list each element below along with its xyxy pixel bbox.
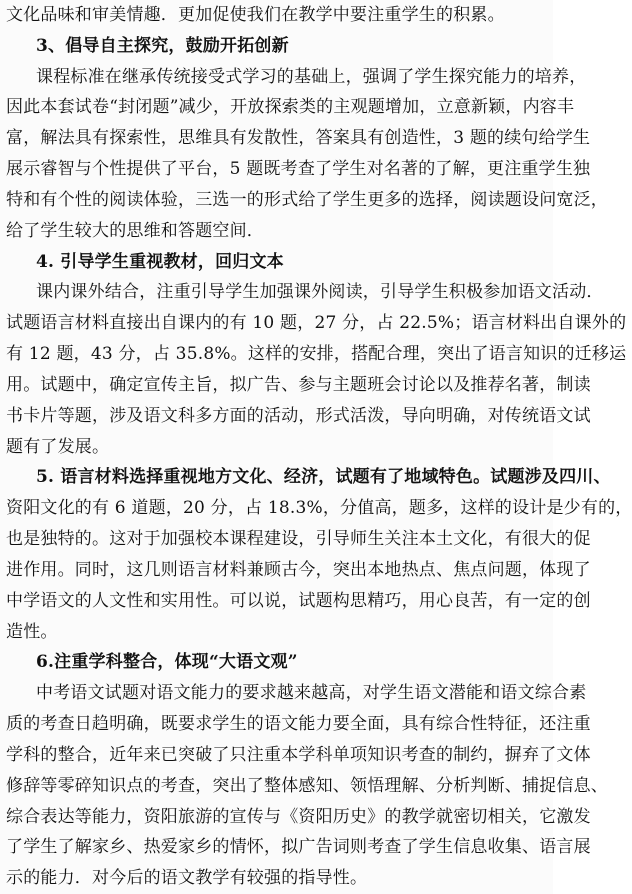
text-line: 了学生了解家乡、热爱家乡的情怀，拟广告词则考查了学生信息收集、语言展	[6, 837, 591, 858]
text-line: 书卡片等题，涉及语文科多方面的活动，形式活泼，导向明确，对传统语文试	[6, 405, 591, 426]
section-heading: 6.注重学科整合，体现“大语文观”	[36, 652, 298, 673]
text-line: 进作用。同时，这几则语言材料兼顾古今，突出本地热点、焦点问题，体现了	[6, 559, 591, 580]
text-line: 资阳文化的有 6 道题，20 分，占 18.3%，分值高，题多，这样的设计是少有的，	[6, 498, 632, 519]
text-line: 富，解法具有探索性，思维具有发散性，答案具有创造性，3 题的续句给学生	[6, 128, 591, 149]
text-line: 展示睿智与个性提供了平台，5 题既考查了学生对名著的了解，更注重学生独	[6, 159, 591, 180]
text-line: 也是独特的。这对于加强校本课程建设，引导师生关注本土文化，有很大的促	[6, 529, 591, 550]
text-line: 修辞等零碎知识点的考查，突出了整体感知、领悟理解、分析判断、捕捉信息、	[6, 775, 608, 796]
text-line: 课程标准在继承传统接受式学习的基础上，强调了学生探究能力的培养，	[36, 66, 587, 87]
section-heading: 5. 语言材料选择重视地方文化、经济，试题有了地域特色。试题涉及四川、	[36, 467, 611, 488]
text-line: 有 12 题，43 分，占 35.8%。这样的安排，搭配合理，突出了语言知识的迁移运	[6, 344, 627, 365]
text-line: 综合表达等能力，资阳旅游的宣传与《资阳历史》的教学就密切相关，它激发	[6, 806, 591, 827]
text-line: 中考语文试题对语文能力的要求越来越高，对学生语文潜能和语文综合素	[36, 683, 587, 704]
section-heading: 3、倡导自主探究，鼓励开拓创新	[36, 35, 289, 56]
text-line: 题有了发展。	[6, 436, 110, 457]
text-line: 造性。	[6, 621, 58, 642]
text-line: 试题语言材料直接出自课内的有 10 题，27 分，占 22.5%；语言材料出自课外的	[6, 313, 627, 334]
section-heading: 4. 引导学生重视教材，回归文本	[36, 251, 284, 272]
text-line: 中学语文的人文性和实用性。可以说，试题构思精巧，用心良苦，有一定的创	[6, 590, 591, 611]
text-line: 特和有个性的阅读体验，三选一的形式给了学生更多的选择，阅读题设问宽泛，	[6, 189, 608, 210]
text-line: 给了学生较大的思维和答题空间．	[6, 220, 264, 241]
text-line: 质的考查日趋明确，既要求学生的语文能力要全面，具有综合性特征，还注重	[6, 714, 591, 735]
text-line: 示的能力．对今后的语文教学有较强的指导性。	[6, 868, 368, 889]
text-line: 用。试题中，确定宣传主旨，拟广告、参与主题班会讨论以及推荐名著，制读	[6, 374, 591, 395]
text-line: 课内课外结合，注重引导学生加强课外阅读，引导学生积极参加语文活动．	[36, 282, 604, 303]
text-line: 文化品味和审美情趣．更加促使我们在教学中要注重学生的积累。	[6, 5, 505, 25]
text-line: 学科的整合，近年来已突破了只注重本学科单项知识考查的制约，摒弃了文体	[6, 744, 591, 765]
text-line: 因此本套试卷“封闭题”减少，开放探索类的主观题增加，立意新颖，内容丰	[6, 97, 575, 118]
